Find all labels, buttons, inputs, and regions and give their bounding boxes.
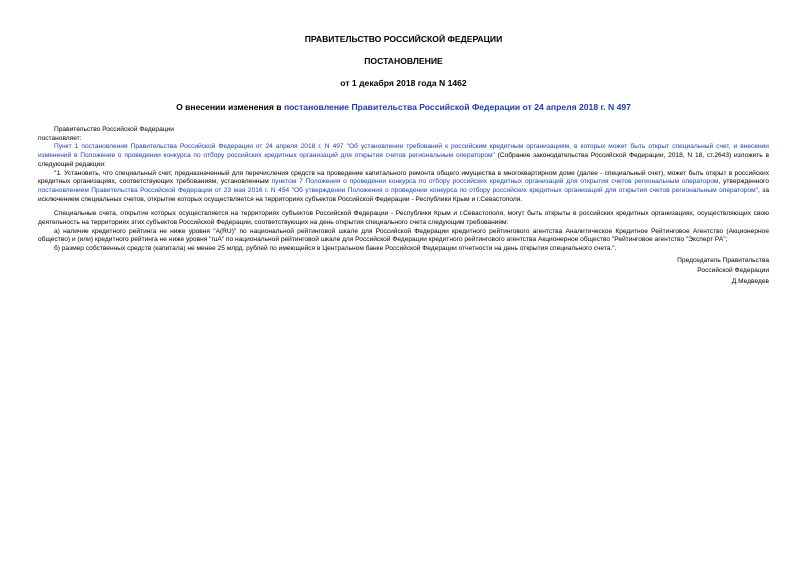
paragraph-5: б) размер собственных средств (капитала) не менее 25 млрд. рублей по имеющейся в Центральном банке Российской Федерации отчетности на день открытия специального счета.".: [54, 245, 617, 253]
intro-line-2: постановляет:: [38, 134, 82, 142]
document-date-number: от 1 декабря 2018 года N 1462: [340, 78, 467, 88]
intro-line-1: Правительство Российской Федерации: [54, 126, 174, 133]
paragraph-2: [38, 170, 769, 205]
paragraph-2-link-2[interactable]: постановлением Правительства Российской Федерации от 23 мая 2016 г. N 454 "Об утверждении Положения о проведении конкурса по отбору российских кредитных организаций для открытия счетов региональным оператором": [38, 186, 758, 194]
paragraph-2-text-3: , за исключением специальных счетов, открытие которых осуществляется на территориях субъектов Российской Федерации - Республики Крым и г.Севастополя.: [38, 186, 769, 203]
subject-link[interactable]: постановление Правительства Российской Федерации от 24 апреля 2018 г. N 497: [283, 102, 631, 112]
document-body: [38, 126, 769, 254]
paragraph-1-text: (Собрание законодательства Российской Федерации, 2018, N 18, ст.2643) изложить в следующей редакции:: [38, 152, 769, 168]
paragraph-1-link[interactable]: Пункт 1 постановления Правительства Российской Федерации от 24 апреля 2018 г. N 497 "Об установлении требований к российским кредитным организациям, в которых может быть открыт специальный счет, и внесении изменений в Положение о проведении конкурса по отбору российских кредитных организаций для открытия счетов региональным оператором": [38, 143, 769, 160]
signature-title-1: Председатель Правительства: [677, 256, 769, 264]
paragraph-2-text-1: "1. Установить, что специальный счет, предназначенный для перечисления средств на проведение капитального ремонта общего имущества в многоквартирном доме (далее - специальный счет), может быть открыт в российских кредитных организациях, соответствующих требованиям, установленным: [38, 169, 769, 186]
paragraph-2-link-1[interactable]: пунктом 7 Положения о проведении конкурса по отбору российских кредитных организаций для открытия счетов региональным оператором: [271, 178, 719, 186]
paragraph-1: [38, 143, 769, 169]
document-subject: [38, 102, 769, 113]
paragraph-3: Специальные счета, открытие которых осуществляется на территориях субъектов Российской Федерации - Республики Крым и г.Севастополя, могут быть открыты в российских кредитных организациях, осуществляющих свою деятельность на территориях этих субъектов Российской Федерации, соответствующих на день открытия специального счета следующим требованиям:: [38, 210, 769, 227]
subject-prefix: О внесении изменения в: [176, 102, 284, 112]
paragraph-4: а) наличие кредитного рейтинга не ниже уровня "A(RU)" по национальной рейтинговой шкале для Российской Федерации кредитного рейтингового агентства Аналитическое Кредитное Рейтинговое Агентство (Акционерное общество) и (или) кредитного рейтинга не ниже уровня "ruA" по национальной рейтинговой шкале для Российской Федерации кредитного рейтингового агентства Акционерное общество "Рейтинговое агентство "Эксперт РА";: [38, 227, 769, 244]
document-type: ПОСТАНОВЛЕНИЕ: [364, 56, 443, 66]
signature-title-2: Российской Федерации: [697, 267, 769, 275]
issuing-authority: ПРАВИТЕЛЬСТВО РОССИЙСКОЙ ФЕДЕРАЦИИ: [304, 34, 503, 44]
signature-name: Д.Медведев: [731, 277, 769, 285]
paragraph-2-text-2: , утвержденного: [718, 178, 769, 186]
signature-block: [38, 256, 769, 288]
